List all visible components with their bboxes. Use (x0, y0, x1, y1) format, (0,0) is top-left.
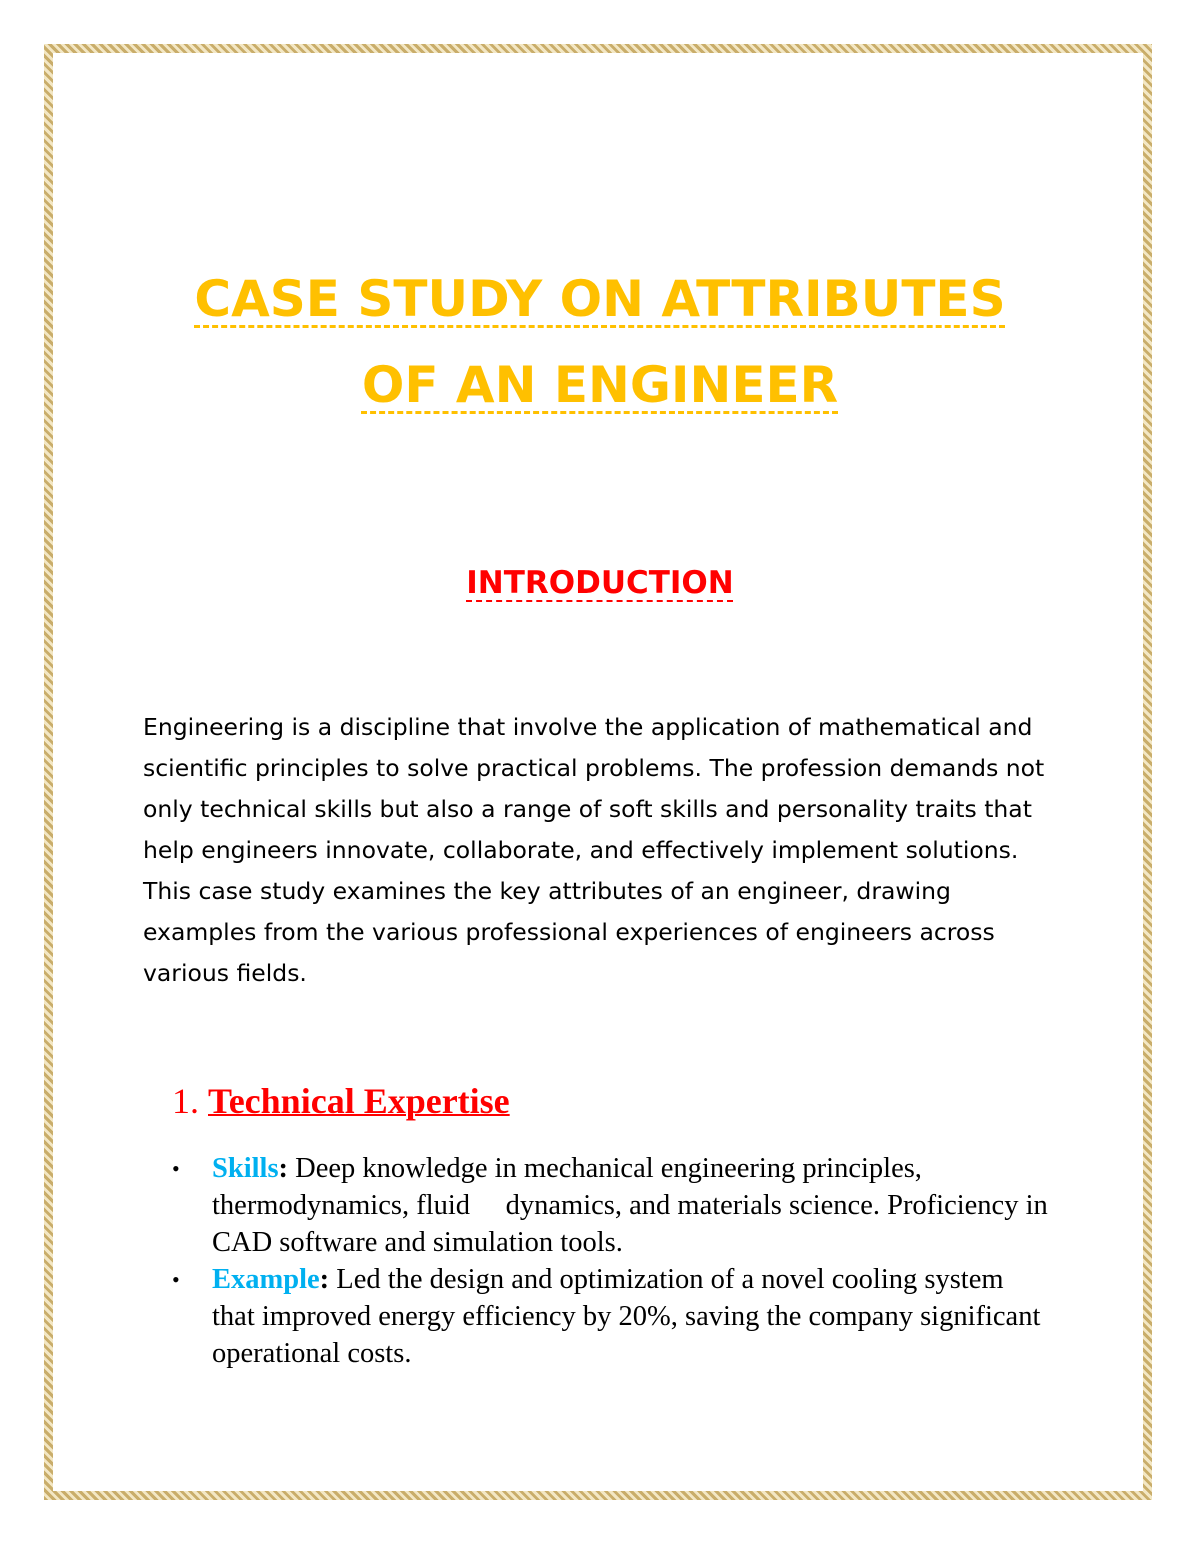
bullet-term: Example (212, 1264, 320, 1295)
introduction-heading: INTRODUCTION (466, 565, 734, 601)
section-1-heading (172, 1080, 510, 1122)
section-1-bullet-list (172, 1150, 1055, 1372)
bullet-icon: • (172, 1267, 180, 1292)
section-title: Technical Expertise (208, 1081, 510, 1121)
document-title-line-2: OF AN ENGINEER (361, 356, 839, 414)
section-number: 1. (172, 1081, 199, 1121)
list-item (172, 1261, 1052, 1372)
introduction-paragraph: Engineering is a discipline that involve the application of mathematical and scientific principles to solve practical problems. The profession demands not only technical skills but also a range of soft skills and personality traits that help engineers innovate, collaborate, and effectively implement solutions. This case study examines the key attributes of an engineer, drawing examples from the various professional experiences of engineers across various fields. (143, 713, 1045, 987)
list-item (172, 1150, 1055, 1261)
bullet-icon: • (172, 1156, 180, 1181)
bullet-text: Led the design and optimization of a novel cooling system that improved energy efficiency by 20%, saving the company significant operational costs. (212, 1264, 1041, 1369)
document-title-line-1: CASE STUDY ON ATTRIBUTES (194, 270, 1006, 328)
bullet-text: Deep knowledge in mechanical engineering principles, thermodynamics, fluid dynamics, and materials science. Proficiency in CAD software and simulation tools. (212, 1153, 1055, 1258)
bullet-colon: : (278, 1153, 289, 1184)
bullet-term: Skills (212, 1153, 279, 1184)
bullet-colon: : (319, 1264, 330, 1295)
